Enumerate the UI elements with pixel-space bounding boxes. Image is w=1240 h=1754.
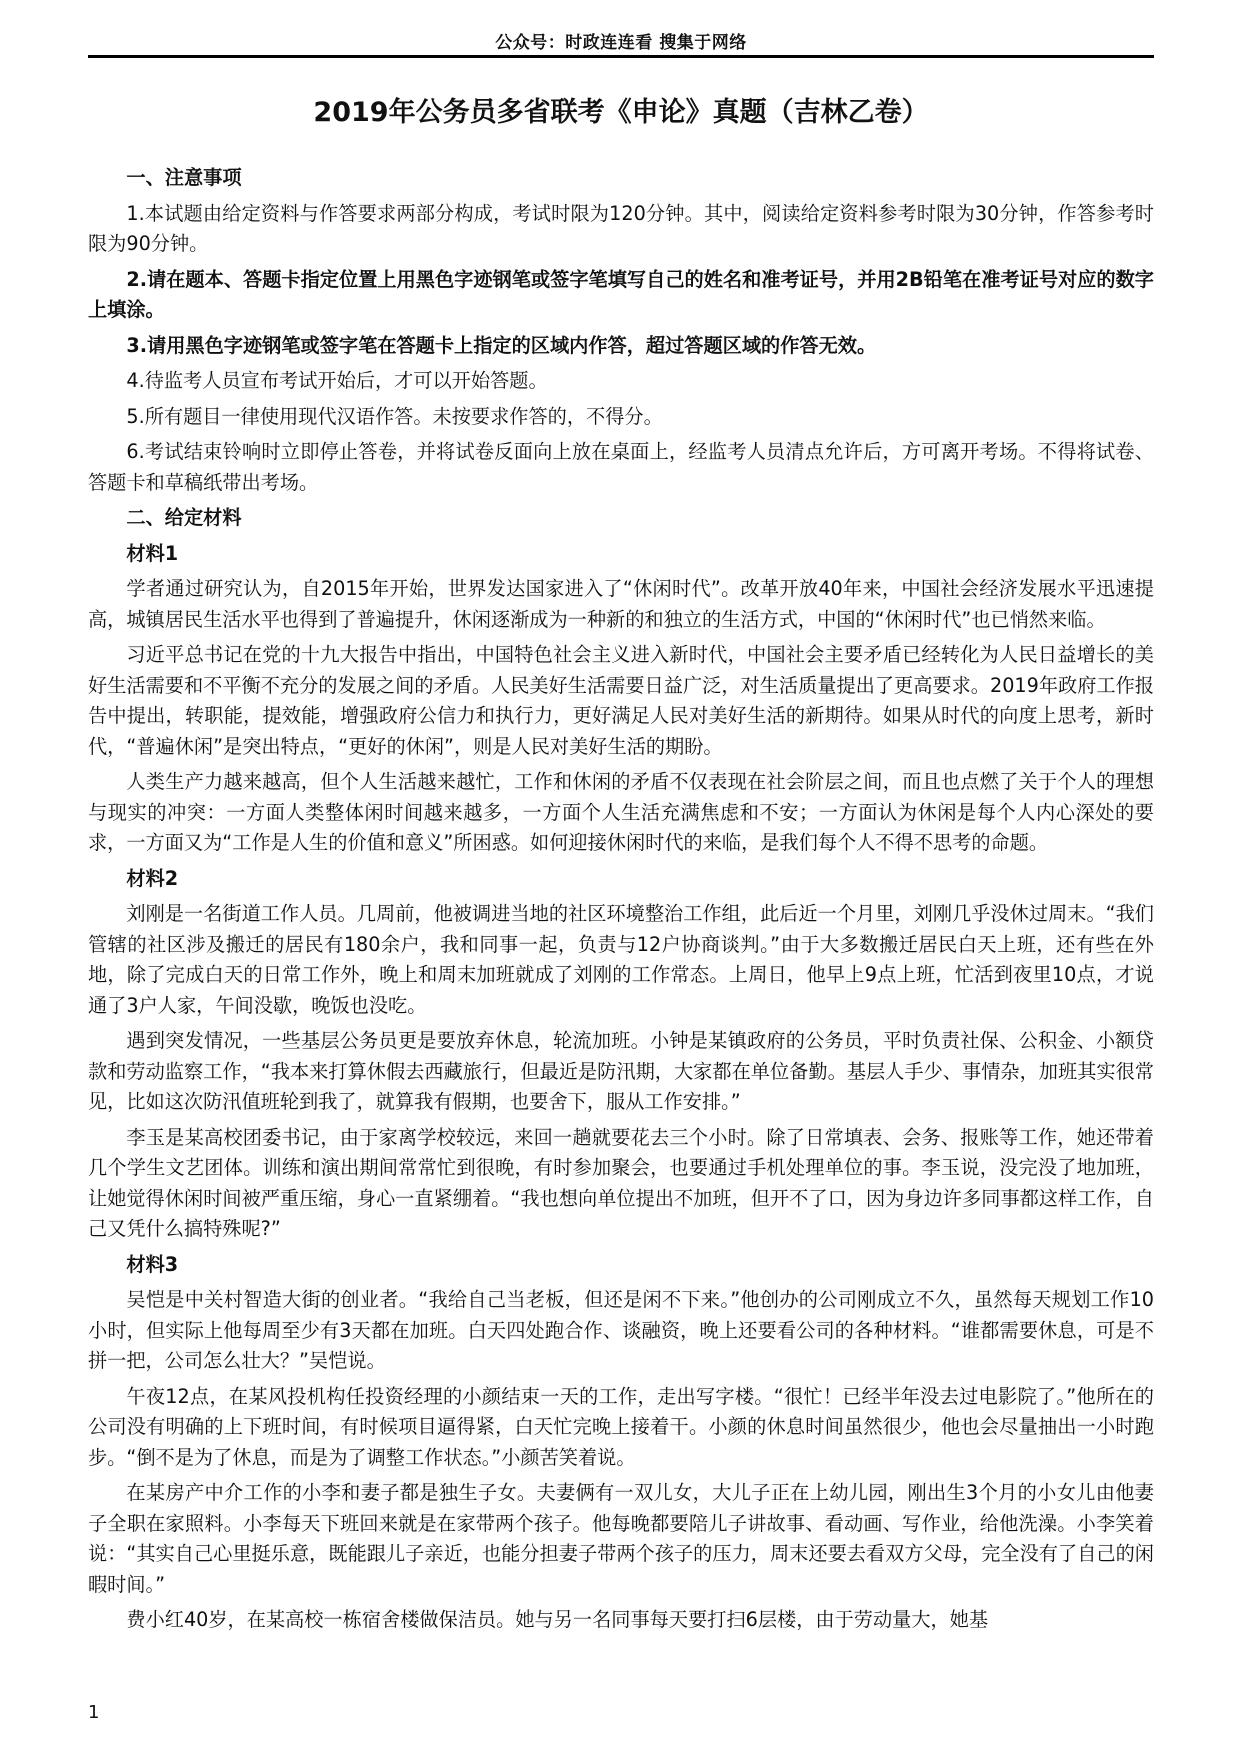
notice-item: 4.待监考人员宣布考试开始后，才可以开始答题。 [126, 369, 548, 392]
material-paragraph: 费小红40岁，在某高校一栋宿舍楼做保洁员。她与另一名同事每天要打扫6层楼，由于劳动量大，她基 [126, 1608, 989, 1631]
document-body [88, 163, 1154, 1641]
material-paragraph: 刘刚是一名街道工作人员。几周前，他被调进当地的社区环境整治工作组，此后近一个月里，刘刚几乎没休过周末。“我们管辖的社区涉及搬迁的居民有180余户，我和同事一起，负责与12户协商谈判。”由于大多数搬迁居民白天上班，还有些在外地，除了完成白天的日常工作外，晚上和周末加班就成了刘刚的工作常态。上周日，他早上9点上班，忙活到夜里10点，才说通了3户人家，午间没歇，晚饭也没吃。 [88, 902, 1154, 1017]
notice-item: 3.请用黑色字迹钢笔或签字笔在答题卡上指定的区域内作答，超过答题区域的作答无效。 [126, 333, 877, 357]
material-paragraph: 李玉是某高校团委书记，由于家离学校较远，来回一趟就要花去三个小时。除了日常填表、会务、报账等工作，她还带着几个学生文艺团体。训练和演出期间常常忙到很晚，有时参加聚会，也要通过手机处理单位的事。李玉说，没完没了地加班，让她觉得休闲时间被严重压缩，身心一直紧绷着。“我也想向单位提出不加班，但开不了口，因为身边许多同事都这样工作，自己又凭什么搞特殊呢?” [88, 1125, 1154, 1240]
material-paragraph: 吴恺是中关村智造大街的创业者。“我给自己当老板，但还是闲不下来。”他创办的公司刚成立不久，虽然每天规划工作10小时，但实际上他每周至少有3天都在加班。白天四处跑合作、谈融资，晚上还要看公司的各种材料。“谁都需要休息，可是不拼一把，公司怎么壮大？”吴恺说。 [88, 1288, 1154, 1372]
section-heading-materials: 二、给定材料 [126, 506, 242, 529]
material-3-heading: 材料3 [126, 1252, 179, 1276]
document-title: 2019年公务员多省联考《申论》真题（吉林乙卷） [313, 97, 929, 128]
material-paragraph: 习近平总书记在党的十九大报告中指出，中国特色社会主义进入新时代，中国社会主要矛盾已经转化为人民日益增长的美好生活需要和不平衡不充分的发展之间的矛盾。人民美好生活需要日益广泛，对生活质量提出了更高要求。2019年政府工作报告中提出，转职能，提效能，增强政府公信力和执行力，更好满足人民对美好生活的新期待。如果从时代的向度上思考，新时代，“普遍休闲”是突出特点，“更好的休闲”，则是人民对美好生活的期盼。 [88, 643, 1154, 758]
material-paragraph: 学者通过研究认为，自2015年开始，世界发达国家进入了“休闲时代”。改革开放40年来，中国社会经济发展水平迅速提高，城镇居民生活水平也得到了普遍提升，休闲逐渐成为一种新的和独立的生活方式，中国的“休闲时代”也已悄然来临。 [88, 577, 1154, 631]
page-header-source: 公众号：时政连连看 搜集于网络 [495, 33, 747, 53]
notice-item: 5.所有题目一律使用现代汉语作答。未按要求作答的，不得分。 [126, 404, 663, 428]
section-heading-notice: 一、注意事项 [126, 166, 242, 189]
notice-item: 1.本试题由给定资料与作答要求两部分构成，考试时限为120分钟。其中，阅读给定资料参考时限为30分钟，作答参考时限为90分钟。 [88, 201, 1154, 255]
material-paragraph: 在某房产中介工作的小李和妻子都是独生子女。夫妻俩有一双儿女，大儿子正在上幼儿园，刚出生3个月的小女儿由他妻子全职在家照料。小李每天下班回来就是在家带两个孩子。他每晚都要陪儿子讲故事、看动画、写作业，给他洗澡。小李笑着说：“其实自己心里挺乐意，既能跟儿子亲近，也能分担妻子带两个孩子的压力，周末还要去看双方父母，完全没有了自己的闲暇时间。” [88, 1481, 1154, 1596]
material-paragraph: 人类生产力越来越高，但个人生活越来越忙，工作和休闲的矛盾不仅表现在社会阶层之间，而且也点燃了关于个人的理想与现实的冲突：一方面人类整体闲时间越来越多，一方面个人生活充满焦虑和不安；一方面认为休闲是每个人内心深处的要求，一方面又为“工作是人生的价值和意义”所困惑。如何迎接休闲时代的来临，是我们每个人不得不思考的命题。 [88, 770, 1154, 854]
notice-item: 6.考试结束铃响时立即停止答卷，并将试卷反面向上放在桌面上，经监考人员清点允许后，方可离开考场。不得将试卷、答题卡和草稿纸带出考场。 [88, 440, 1154, 494]
material-1-heading: 材料1 [126, 541, 179, 565]
page-number: 1 [88, 1702, 100, 1723]
material-paragraph: 遇到突发情况，一些基层公务员更是要放弃休息，轮流加班。小钟是某镇政府的公务员，平时负责社保、公积金、小额贷款和劳动监察工作，“我本来打算休假去西藏旅行，但最近是防汛期，大家都在单位备勤。基层人手少、事情杂，加班其实很常见，比如这次防汛值班轮到我了，就算我有假期，也要舍下，服从工作安排。” [88, 1029, 1154, 1113]
notice-item: 2.请在题本、答题卡指定位置上用黑色字迹钢笔或签字笔填写自己的姓名和准考证号，并用2B铅笔在准考证号对应的数字上填涂。 [88, 267, 1154, 321]
header-divider [88, 55, 1154, 58]
material-paragraph: 午夜12点，在某风投机构任投资经理的小颜结束一天的工作，走出写字楼。“很忙！已经半年没去过电影院了。”他所在的公司没有明确的上下班时间，有时候项目逼得紧，白天忙完晚上接着干。小颜的休息时间虽然很少，他也会尽量抽出一小时跑步。“倒不是为了休息，而是为了调整工作状态。”小颜苦笑着说。 [88, 1384, 1154, 1469]
material-2-heading: 材料2 [126, 866, 179, 890]
